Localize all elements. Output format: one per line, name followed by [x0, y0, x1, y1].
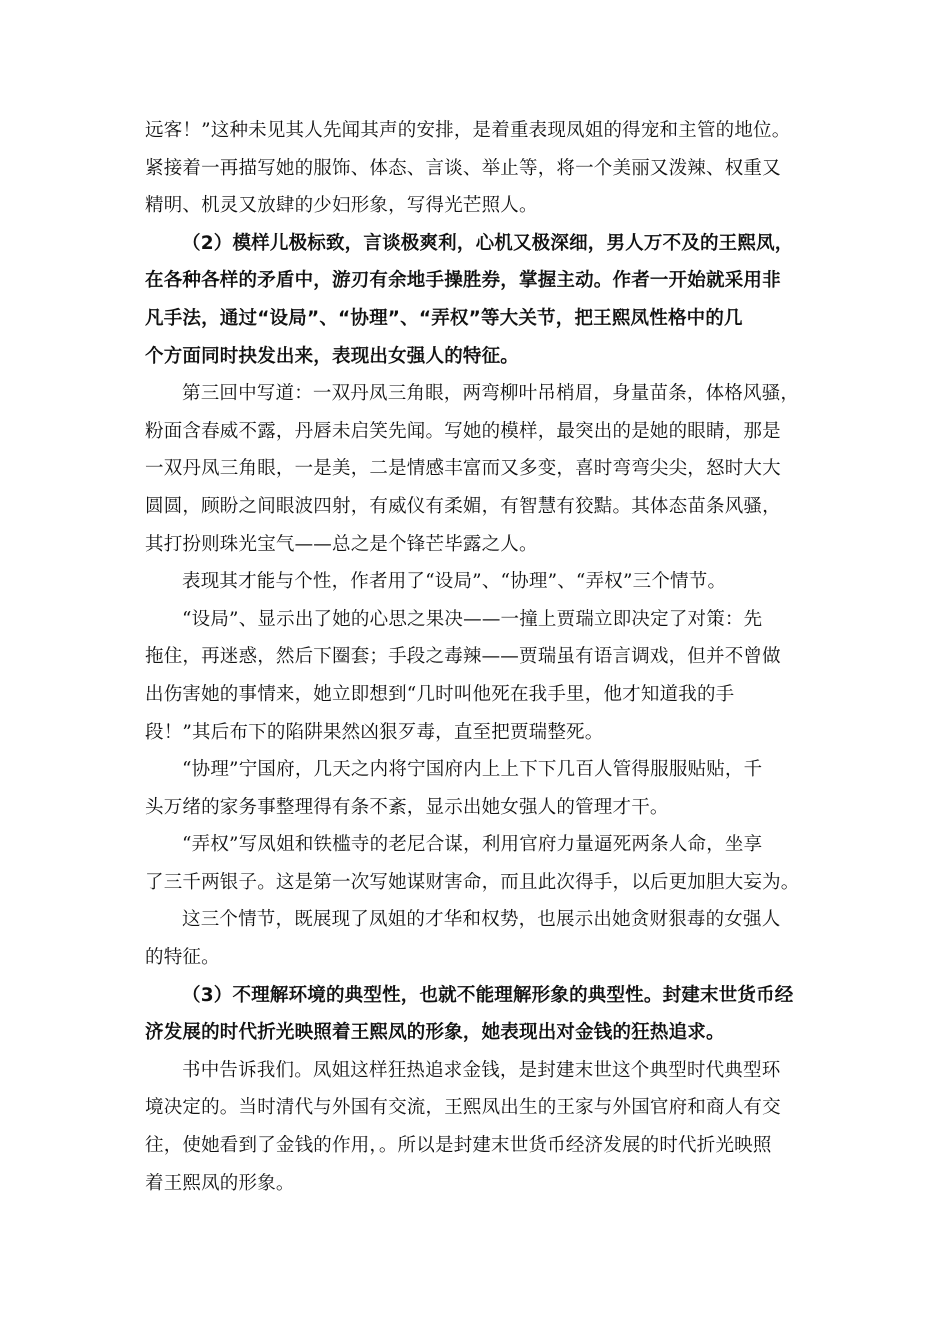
text-line: 境决定的。当时清代与外国有交流，王熙凤出生的王家与外国官府和商人有交 [145, 1097, 781, 1119]
text-line: 远客！”这种未见其人先闻其声的安排，是着重表现凤姐的得宠和主管的地位。 [145, 120, 791, 141]
text-line: “设局”、显示出了她的心思之果决——一撞上贾瑞立即决定了对策：先 [182, 608, 763, 630]
text-line: 圆圆，顾盼之间眼波四射，有威仪有柔媚，有智慧有狡黠。其体态苗条风骚， [145, 495, 781, 517]
text-line: 往，使她看到了金钱的作用，。所以是封建末世货币经济发展的时代折光映照 [145, 1135, 772, 1157]
paragraph-money [145, 1052, 817, 1202]
text-line: 段！”其后布下的陷阱果然凶狠歹毒，直至把贾瑞整死。 [145, 721, 604, 743]
paragraph-three-plots [145, 563, 817, 601]
text-line: 书中告诉我们。凤姐这样狂热追求金钱，是封建末世这个典型时代典型环 [182, 1059, 781, 1081]
text-line: 出伤害她的事情来，她立即想到“几时叫他死在我手里，他才知道我的手 [145, 683, 735, 705]
text-line: （2）模样儿极标致，言谈极爽利，心机又极深细，男人万不及的王熙凤， [182, 232, 794, 254]
text-line: “弄权”写凤姐和铁槛寺的老尼合谋，利用官府力量逼死两条人命，坐享 [182, 834, 763, 856]
document-page [145, 112, 817, 1202]
text-line: 了三千两银子。这是第一次写她谋财害命，而且此次得手，以后更加胆大妄为。 [145, 871, 800, 893]
text-line: 第三回中写道：一双丹凤三角眼，两弯柳叶吊梢眉，身量苗条，体格风骚， [182, 383, 800, 405]
text-line: 精明、机灵又放肆的少妇形象，写得光芒照人。 [145, 195, 538, 217]
text-line: 济发展的时代折光映照着王熙凤的形象，她表现出对金钱的狂热追求。 [145, 1022, 725, 1044]
text-line: 其打扮则珠光宝气——总之是个锋芒毕露之人。 [145, 533, 538, 555]
paragraph-nongquan [145, 826, 817, 901]
paragraph-appearance [145, 375, 817, 563]
text-line: 个方面同时抉发出来，表现出女强人的特征。 [145, 345, 520, 367]
paragraph-sheju [145, 601, 817, 751]
text-line: 粉面含春威不露，丹唇未启笑先闻。写她的模样，最突出的是她的眼睛，那是 [145, 420, 781, 442]
text-line: 一双丹凤三角眼，一是美，二是情感丰富而又多变，喜时弯弯尖尖，怒时大大 [145, 458, 781, 480]
text-line: 头万绪的家务事整理得有条不紊，显示出她女强人的管理才干。 [145, 796, 669, 818]
text-line: （3）不理解环境的典型性，也就不能理解形象的典型性。封建末世货币经 [182, 984, 794, 1006]
section-heading-3 [145, 977, 817, 1052]
text-line: 在各种各样的矛盾中，游刃有余地手操胜券，掌握主动。作者一开始就采用非 [145, 270, 781, 292]
paragraph-summary [145, 901, 817, 976]
text-line: 的特征。 [145, 947, 220, 969]
text-line: 表现其才能与个性，作者用了“设局”、“协理”、“弄权”三个情节。 [182, 571, 727, 593]
text-line: 紧接着一再描写她的服饰、体态、言谈、举止等，将一个美丽又泼辣、权重又 [145, 157, 781, 179]
text-line: 着王熙凤的形象。 [145, 1172, 295, 1194]
paragraph-intro [145, 112, 817, 225]
text-line: 凡手法，通过“设局”、“协理”、“弄权”等大关节，把王熙凤性格中的几 [145, 307, 743, 329]
text-line: “协理”宁国府，几天之内将宁国府内上上下下几百人管得服服贴贴，千 [182, 759, 763, 781]
text-line: 这三个情节，既展现了凤姐的才华和权势，也展示出她贪财狠毒的女强人 [182, 909, 781, 931]
paragraph-xieli [145, 751, 817, 826]
text-line: 拖住，再迷惑，然后下圈套；手段之毒辣——贾瑞虽有语言调戏，但并不曾做 [145, 646, 781, 668]
section-heading-2 [145, 225, 817, 375]
